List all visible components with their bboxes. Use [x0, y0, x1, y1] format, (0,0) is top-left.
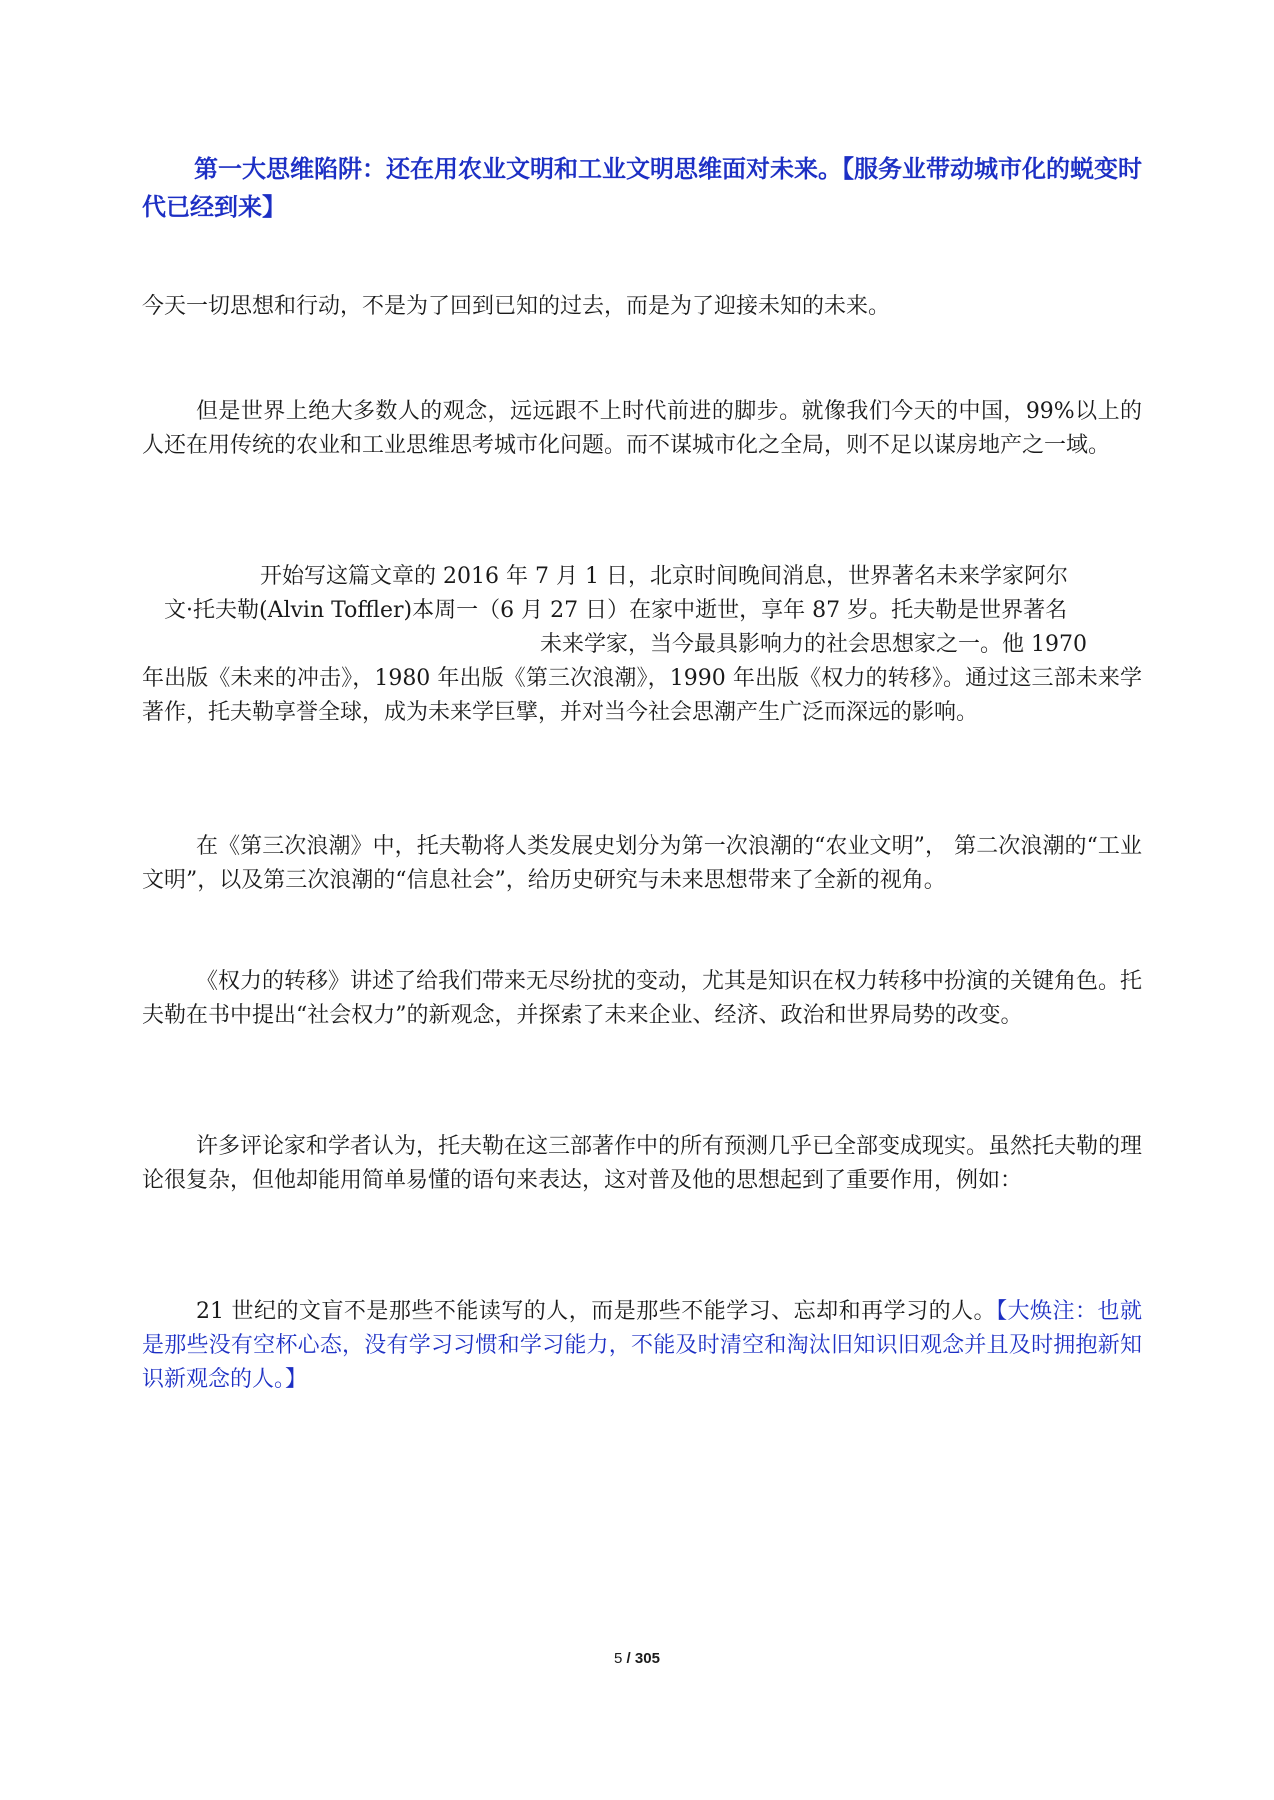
paragraph-7 [142, 1295, 1142, 1397]
page-separator: / [622, 1650, 635, 1667]
paragraph-5: 《权力的转移》讲述了给我们带来无尽纷扰的变动，尤其是知识在权力转移中扮演的关键角色。托夫勒在书中提出“社会权力”的新观念，并探索了未来企业、经济、政治和世界局势的改变。 [142, 969, 1143, 1028]
paragraph-3-line-2: 文·托夫勒(Alvin Toffler)本周一（6 月 27 日）在家中逝世，享年 87 岁。托夫勒是世界著名 [164, 598, 1068, 623]
paragraph-4: 在《第三次浪潮》中，托夫勒将人类发展史划分为第一次浪潮的“农业文明”， 第二次浪潮的“工业文明”，以及第三次浪潮的“信息社会”，给历史研究与未来思想带来了全新的视角。 [142, 834, 1142, 893]
page-number [0, 1650, 1274, 1667]
quote-text: 21 世纪的文盲不是那些不能读写的人，而是那些不能学习、忘却和再学习的人。 [196, 1299, 997, 1324]
paragraph-1: 今天一切思想和行动，不是为了回到已知的过去，而是为了迎接未知的未来。 [142, 294, 891, 319]
paragraph-2: 但是世界上绝大多数人的观念，远远跟不上时代前进的脚步。就像我们今天的中国，99%以上的人还在用传统的农业和工业思维思考城市化问题。而不谋城市化之全局，则不足以谋房地产之一域。 [142, 399, 1142, 458]
paragraph-6: 许多评论家和学者认为，托夫勒在这三部著作中的所有预测几乎已全部变成现实。虽然托夫勒的理论很复杂，但他却能用简单易懂的语句来表达，这对普及他的思想起到了重要作用，例如： [142, 1134, 1143, 1193]
current-page: 5 [614, 1650, 623, 1667]
paragraph-3-line-1: 开始写这篇文章的 2016 年 7 月 1 日，北京时间晚间消息，世界著名未来学家阿尔 [260, 564, 1068, 589]
total-pages: 305 [634, 1650, 660, 1667]
paragraph-3-line-3: 未来学家，当今最具影响力的社会思想家之一。他 1970 [540, 632, 1087, 657]
editor-note: 【大焕注：也就是那些没有空杯心态，没有学习习惯和学习能力，不能及时清空和淘汰旧知识旧观念并且及时拥抱新知识新观念的人。】 [142, 1299, 1142, 1392]
section-heading: 第一大思维陷阱：还在用农业文明和工业文明思维面对未来。【服务业带动城市化的蜕变时代已经到来】 [142, 154, 1142, 221]
paragraph-3-rest: 年出版《未来的冲击》，1980 年出版《第三次浪潮》，1990 年出版《权力的转移》。通过这三部未来学著作，托夫勒享誉全球，成为未来学巨擘，并对当今社会思潮产生广泛而深远的影响。 [142, 666, 1142, 725]
paragraph-3 [142, 560, 1142, 730]
